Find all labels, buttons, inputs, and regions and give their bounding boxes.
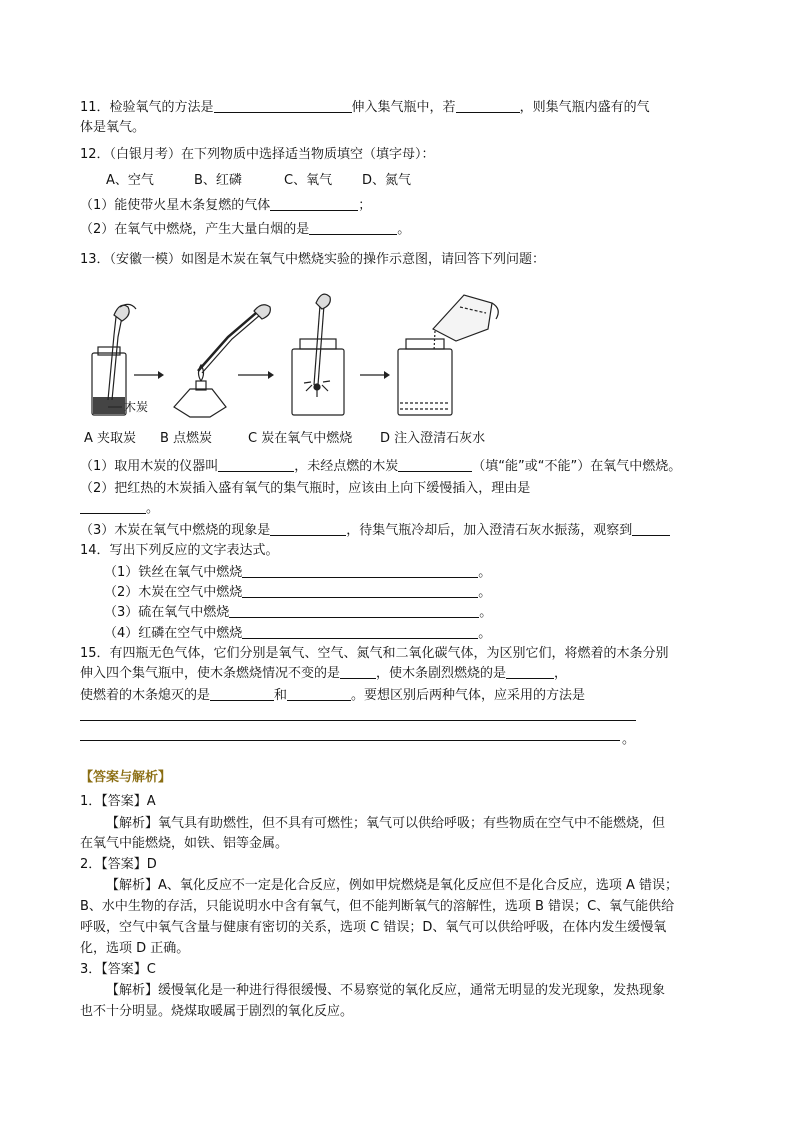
- answer-1-explanation-2: 在氧气中能燃烧，如铁、铝等金属。: [80, 836, 289, 851]
- q14-item3-text: （3）硫在氧气中燃烧: [104, 605, 230, 620]
- q12-item1-text: （1）能使带火星木条复燃的气体: [80, 198, 271, 213]
- answer-2-explanation-4: 化，选项 D 正确。: [80, 941, 190, 956]
- answer-3-explanation-2: 也不十分明显。烧煤取暖属于剧烈的氧化反应。: [80, 1004, 354, 1019]
- step-b-lamp: [174, 305, 270, 417]
- q15-blank-2[interactable]: [506, 664, 554, 679]
- q14-title: 14．写出下列反应的文字表达式。: [80, 543, 279, 558]
- q14-item4-end: 。: [478, 626, 492, 641]
- caption-a: A 夹取炭: [84, 431, 137, 446]
- q15-line3-text-a: 使燃着的木条熄灭的是: [80, 688, 211, 703]
- q13-title: 13．（安徽一模）如图是木炭在氧气中燃烧实验的操作示意图，请回答下列问题：: [80, 252, 546, 267]
- q12-choice-c: C、氧气: [284, 173, 333, 188]
- answer-2: 2．【答案】D: [80, 857, 157, 872]
- q13-item3-blank-1[interactable]: [270, 521, 346, 536]
- q14-item2: [104, 583, 491, 603]
- step-c-bottle: [292, 294, 344, 415]
- q14-item1-blank[interactable]: [242, 563, 478, 578]
- caption-c: C 炭在氧气中燃烧: [248, 431, 353, 446]
- q13-item3-text-a: （3）木炭在氧气中燃烧的现象是: [80, 523, 271, 538]
- answer-1: 1．【答案】A: [80, 794, 156, 809]
- q14-item4-text: （4）红磷在空气中燃烧: [104, 626, 243, 641]
- arrow-c-d-head: [384, 371, 390, 379]
- step-d-bottle: [398, 295, 498, 415]
- arrow-a-b-head: [158, 371, 164, 379]
- q14-item4-blank[interactable]: [242, 624, 478, 639]
- q14-item1: [104, 563, 491, 583]
- q12-item1: [80, 196, 371, 216]
- q15-line3: [80, 686, 585, 706]
- q11-text-1: 11．检验氧气的方法是: [80, 100, 214, 115]
- q14-item2-blank[interactable]: [242, 583, 478, 598]
- q11-text-2: 伸入集气瓶中，若: [351, 100, 456, 115]
- caption-d: D 注入澄清石灰水: [380, 431, 486, 446]
- q14-item2-end: 。: [478, 585, 492, 600]
- q13-item3-text-b: ，待集气瓶冷却后，加入澄清石灰水振荡，观察到: [346, 523, 633, 538]
- q15-answer-line-1[interactable]: [80, 720, 636, 721]
- q13-item3: [80, 521, 670, 541]
- q15-line3-text-b: 和: [274, 688, 288, 703]
- q12-item1-blank[interactable]: [270, 196, 358, 211]
- answer-3-explanation-1: 【解析】缓慢氧化是一种进行得很缓慢、不易察觉的氧化反应，通常无明显的发光现象，发热现象: [106, 983, 666, 998]
- q11-line1: [80, 98, 650, 118]
- answers-header: 【答案与解析】: [80, 770, 172, 785]
- q13-item3-blank-2[interactable]: [632, 521, 670, 536]
- q13-item1-text-a: （1）取用木炭的仪器叫: [80, 459, 219, 474]
- q15-answer-line-2[interactable]: [80, 740, 620, 741]
- q12-choices: [106, 171, 411, 191]
- charcoal-experiment-figure: [78, 285, 518, 425]
- q13-item2: （2）把红热的木炭插入盛有氧气的集气瓶时，应该由上向下缓慢插入，理由是: [80, 481, 531, 496]
- q15-blank-4[interactable]: [287, 686, 351, 701]
- q13-item2-blank[interactable]: [80, 499, 146, 514]
- q14-item1-end: 。: [478, 565, 492, 580]
- q15-blank-3[interactable]: [210, 686, 274, 701]
- answer-2-explanation-2: B、水中生物的存活，只能说明水中含有氧气，但不能判断氧气的溶解性，选项 B 错误；C、氧气能供给: [80, 899, 675, 914]
- answer-2-explanation-1: 【解析】A、氧化反应不一定是化合反应，例如甲烷燃烧是氧化反应但不是化合反应，选项 A 错误；: [106, 878, 679, 893]
- q15-end: 。: [622, 732, 636, 747]
- q11-text-3: ，则集气瓶内盛有的气: [519, 100, 650, 115]
- answer-2-explanation-3: 呼吸，空气中氧气含量与健康有密切的关系，选项 C 错误；D、氧气可以供给呼吸，在体内发生缓慢氧: [80, 920, 667, 935]
- q12-choice-d: D、氮气: [362, 173, 412, 188]
- arrow-b-c-head: [268, 371, 274, 379]
- q11-blank-1[interactable]: [214, 98, 352, 113]
- q13-item2-answer: [80, 499, 159, 519]
- q12-item2-end: 。: [397, 222, 411, 237]
- q13-item1-text-b: ，未经点燃的木炭: [294, 459, 399, 474]
- q14-item2-text: （2）木炭在空气中燃烧: [104, 585, 243, 600]
- q12-item2-text: （2）在氧气中燃烧，产生大量白烟的是: [80, 222, 310, 237]
- answer-3: 3．【答案】C: [80, 962, 156, 977]
- q15-line1: 15．有四瓶无色气体，它们分别是氧气、空气、氮气和二氧化碳气体，为区别它们，将燃着的木条分别: [80, 646, 669, 661]
- q15-line2-text-b: ，使木条剧烈燃烧的是: [376, 666, 507, 681]
- q12-title: 12．（白银月考）在下列物质中选择适当物质填空（填字母）：: [80, 147, 435, 162]
- q12-choice-b: B、红磷: [194, 173, 242, 188]
- q14-item3-blank[interactable]: [229, 603, 479, 618]
- caption-b: B 点燃炭: [160, 431, 213, 446]
- q15-line2-text-a: 伸入四个集气瓶中，使木条燃烧情况不变的是: [80, 666, 341, 681]
- q12-item1-end: ；: [358, 198, 372, 213]
- q13-item1-blank-2[interactable]: [398, 457, 472, 472]
- q13-item1: [80, 457, 681, 477]
- q15-line3-text-c: 。要想区别后两种气体，应采用的方法是: [351, 688, 586, 703]
- q13-item1-text-c: （填“能”或“不能”）在氧气中燃烧。: [472, 459, 682, 474]
- q11-blank-2[interactable]: [456, 98, 520, 113]
- q15-line2: [80, 664, 567, 684]
- charcoal-label: 木炭: [124, 400, 149, 414]
- q12-choice-a: A、空气: [106, 173, 154, 188]
- answer-1-explanation-1: 【解析】氧气具有助燃性，但不具有可燃性；氧气可以供给呼吸；有些物质在空气中不能燃烧，但: [106, 816, 666, 831]
- q13-item2-end: 。: [146, 501, 160, 516]
- q14-item3: [104, 603, 492, 623]
- q13-item1-blank-1[interactable]: [218, 457, 294, 472]
- q15-line2-text-c: ，: [554, 666, 568, 681]
- q11-line2: 体是氧气。: [80, 120, 146, 135]
- step-a-jar: [92, 304, 136, 415]
- q12-item2-blank[interactable]: [309, 220, 397, 235]
- q14-item1-text: （1）铁丝在氧气中燃烧: [104, 565, 243, 580]
- q12-item2: [80, 220, 410, 240]
- q14-item3-end: 。: [479, 605, 493, 620]
- q14-item4: [104, 624, 491, 644]
- q15-blank-1[interactable]: [340, 664, 376, 679]
